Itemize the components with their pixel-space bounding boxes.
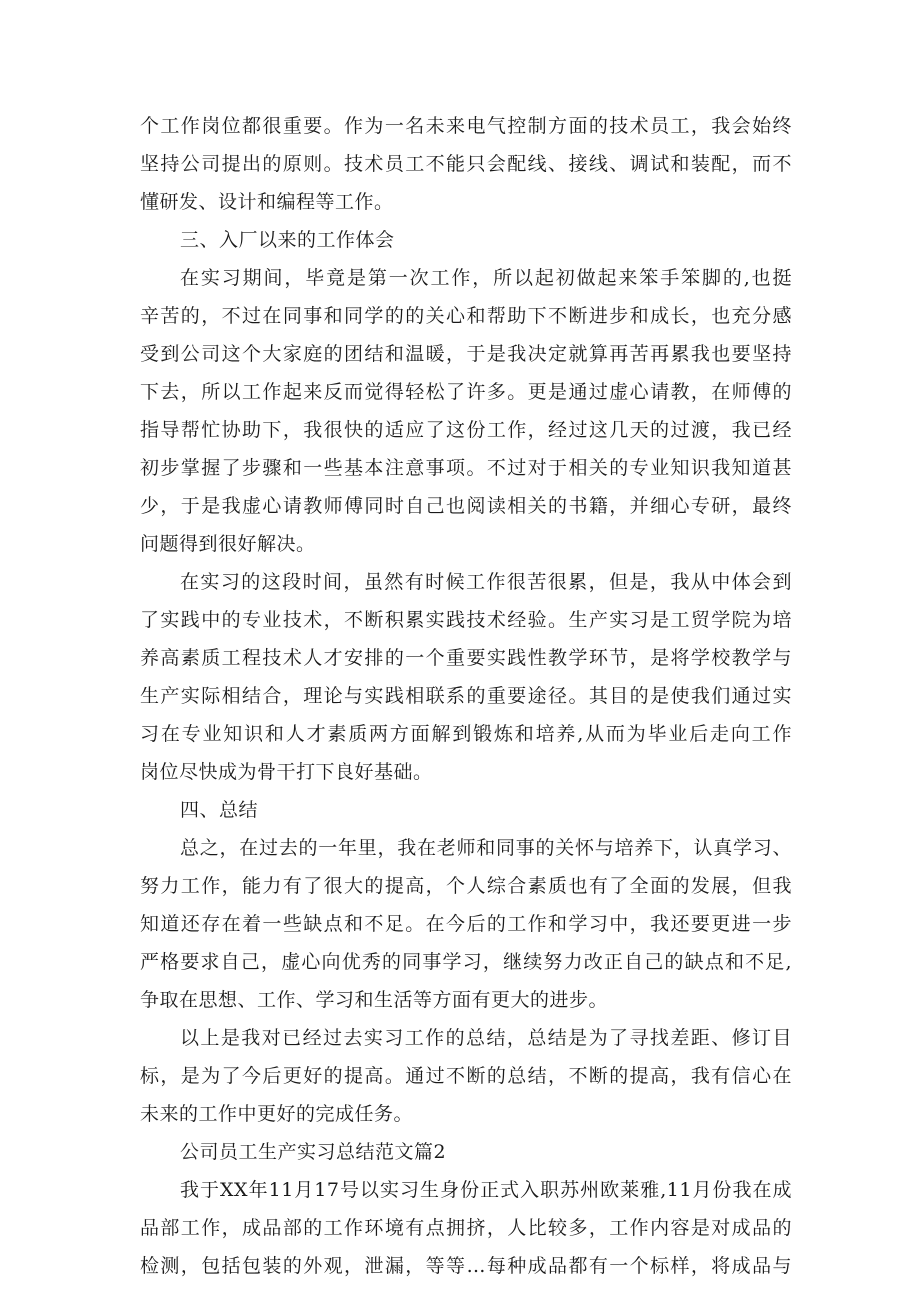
text-line: 我于XX年11月17号以实习生身份正式入职苏州欧莱雅,11月份我在成 xyxy=(180,1179,792,1201)
text-line: 了实践中的专业技术，不断积累实践技术经验。生产实习是工贸学院为培 xyxy=(140,609,792,631)
text-line: 个工作岗位都很重要。作为一名未来电气控制方面的技术员工，我会始终 xyxy=(140,115,792,137)
text-line: 在实习期间，毕竟是第一次工作，所以起初做起来笨手笨脚的,也挺 xyxy=(180,267,792,289)
text-line: 习在专业知识和人才素质两方面解到锻炼和培养,从而为毕业后走向工作 xyxy=(140,723,792,745)
text-line: 严格要求自己，虚心向优秀的同事学习，继续努力改正自己的缺点和不足, xyxy=(140,951,792,973)
text-line: 争取在思想、工作、学习和生活等方面有更大的进步。 xyxy=(140,989,609,1011)
text-line: 指导帮忙协助下，我很快的适应了这份工作，经过这几天的过渡，我已经 xyxy=(140,419,792,441)
text-line: 岗位尽快成为骨干打下良好基础。 xyxy=(140,761,433,783)
text-line: 以上是我对已经过去实习工作的总结，总结是为了寻找差距、修订目 xyxy=(180,1027,792,1049)
text-line: 养高素质工程技术人才安排的一个重要实践性教学环节，是将学校教学与 xyxy=(140,647,792,669)
text-line: 未来的工作中更好的完成任务。 xyxy=(140,1103,414,1125)
text-line: 坚持公司提出的原则。技术员工不能只会配线、接线、调试和装配，而不 xyxy=(140,153,792,175)
text-line: 初步掌握了步骤和一些基本注意事项。不过对于相关的专业知识我知道甚 xyxy=(140,457,792,479)
text-line: 受到公司这个大家庭的团结和温暖，于是我决定就算再苦再累我也要坚持 xyxy=(140,343,792,365)
text-line: 品部工作，成品部的工作环境有点拥挤，人比较多，工作内容是对成品的 xyxy=(140,1217,792,1239)
text-line: 少，于是我虚心请教师傅同时自己也阅读相关的书籍，并细心专研，最终 xyxy=(140,495,792,517)
text-line: 标，是为了今后更好的提高。通过不断的总结，不断的提高，我有信心在 xyxy=(140,1065,792,1087)
text-line: 问题得到很好解决。 xyxy=(140,533,316,555)
text-line: 下去，所以工作起来反而觉得轻松了许多。更是通过虚心请教，在师傅的 xyxy=(140,381,792,403)
section-heading-4: 四、总结 xyxy=(180,799,259,821)
text-line: 努力工作，能力有了很大的提高，个人综合素质也有了全面的发展，但我 xyxy=(140,875,792,897)
section-heading-3: 三、入厂以来的工作体会 xyxy=(180,229,395,251)
text-line: 总之，在过去的一年里，我在老师和同事的关怀与培养下，认真学习、 xyxy=(180,837,792,859)
text-line: 在实习的这段时间，虽然有时候工作很苦很累，但是，我从中体会到 xyxy=(180,571,792,593)
text-line: 懂研发、设计和编程等工作。 xyxy=(140,191,394,213)
text-line: 检测，包括包装的外观，泄漏，等等…每种成品都有一个标样，将成品与 xyxy=(140,1255,792,1277)
text-line: 辛苦的，不过在同事和同学的的关心和帮助下不断进步和成长，也充分感 xyxy=(140,305,792,327)
text-line: 知道还存在着一些缺点和不足。在今后的工作和学习中，我还要更进一步 xyxy=(140,913,792,935)
text-line: 生产实际相结合，理论与实践相联系的重要途径。其目的是使我们通过实 xyxy=(140,685,792,707)
article-title-2: 公司员工生产实习总结范文篇2 xyxy=(180,1141,447,1163)
document-body xyxy=(140,107,792,1285)
